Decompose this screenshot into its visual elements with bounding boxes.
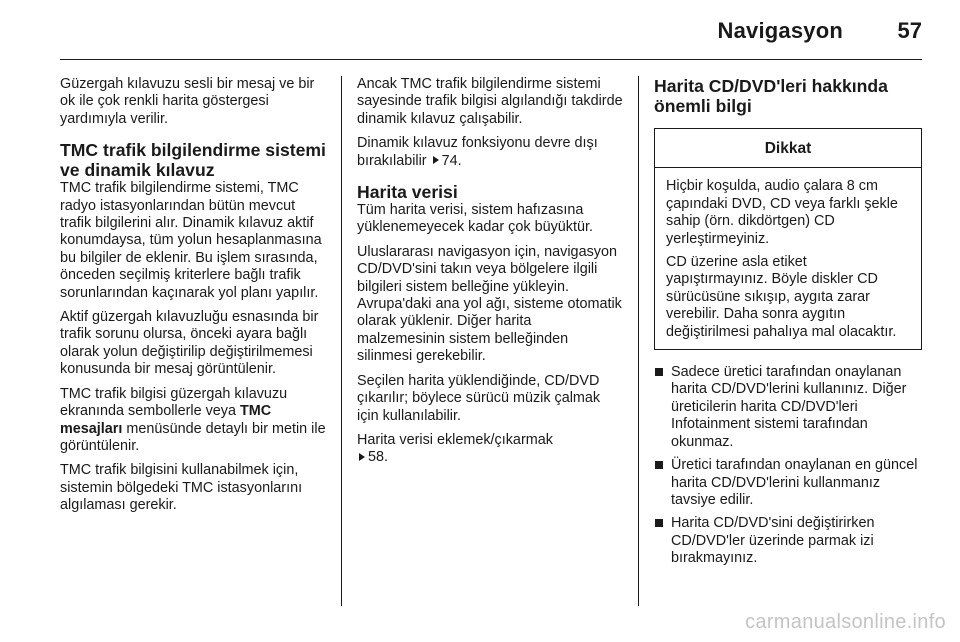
square-bullet-icon xyxy=(655,368,663,376)
square-bullet-icon xyxy=(655,519,663,527)
page-reference-arrow-icon xyxy=(433,156,439,164)
caution-paragraph-1: Hiçbir koşulda, audio çalara 8 cm çapındaki DVD, CD veya farklı şekle sahip (örn. dikdörtgen) CD yerleştirmeyiniz. xyxy=(666,178,898,247)
column-1 xyxy=(60,76,326,522)
map-data-paragraph-1: Tüm harita verisi, sistem hafızasına yüklenemeyecek kadar çok büyüktür. xyxy=(357,202,593,236)
intro-paragraph: Güzergah kılavuzu sesli bir mesaj ve bir ok ile çok renkli harita göstergesi yardımıyla verilir. xyxy=(60,76,315,127)
caution-paragraph-2: CD üzerine asla etiket yapıştırmayınız. Böyle diskler CD sürücüsüne sıkışıp, aygıta zarar verebilir. Daha sonra aygıtın değiştirilmesi pahalıya mal olacaktır. xyxy=(666,254,897,340)
column-divider-2 xyxy=(638,76,639,606)
square-bullet-icon xyxy=(655,461,663,469)
map-data-paragraph-2: Uluslararası navigasyon için, navigasyon CD/DVD'sini takın veya bölgelere ilgili bilgileri sistem belleğine yükleyin. Avrupa'daki ana yol ağı, sisteme otomatik olarak yüklenir. Diğer harita malzemesinin sistem belleğinden silinmesi gerekebilir. xyxy=(357,243,622,365)
column-divider-1 xyxy=(341,76,342,606)
list-item-text: Harita CD/DVD'sini değiştirirken CD/DVD'ler üzerinde parmak izi bırakmayınız. xyxy=(671,515,875,567)
disc-tips-list xyxy=(654,364,922,567)
page-reference-arrow-icon xyxy=(359,453,365,461)
caution-box xyxy=(654,128,922,350)
column-3 xyxy=(654,76,922,574)
list-item xyxy=(654,515,922,567)
list-item-text: Üretici tarafından onaylanan en güncel harita CD/DVD'lerini kullanmanız tavsiye edilir. xyxy=(671,457,918,508)
list-item xyxy=(654,457,922,509)
tmc-paragraph-3-text-a: TMC trafik bilgisi güzergah kılavuzu ekranında sembollerle veya xyxy=(60,385,288,420)
tmc-paragraph-4: TMC trafik bilgisini kullanabilmek için, sistemin bölgedeki TMC istasyonlarını algılaması gerekir. xyxy=(60,462,303,514)
tmc-paragraph-1: TMC trafik bilgilendirme sistemi, TMC radyo istasyonlarından bütün mevcut trafik bilgilerini alır. Dinamik kılavuz aktif konumdaysa, tüm yolun hesaplanmasına bu bilgiler de eklenir. Bu işlem sırasında, önceden seçilmiş kriterlere bağlı trafik sorunlarından kaçınarak yol planı yapılır. xyxy=(60,180,322,301)
page-number: 57 xyxy=(897,18,922,43)
add-remove-text: Harita verisi eklemek/çıkarmak xyxy=(357,431,553,448)
page-reference-74[interactable]: 74. xyxy=(441,152,462,169)
map-data-heading: Harita verisi xyxy=(357,182,458,203)
tmc-paragraph-3-text-b: menüsünde detaylı bir metin ile görüntülenir. xyxy=(60,420,326,454)
tmc-paragraph-3 xyxy=(60,386,326,456)
page-reference-58[interactable]: 58. xyxy=(368,449,389,466)
map-disc-heading: Harita CD/DVD'leri hakkında önemli bilgi xyxy=(654,76,888,116)
tmc-heading: TMC trafik bilgilendirme sistemi ve dinamik kılavuz xyxy=(60,140,326,181)
caution-title: Dikkat xyxy=(655,129,921,168)
list-item-text: Sadece üretici tarafından onaylanan harita CD/DVD'lerini kullanınız. Diğer üreticilerin harita CD/DVD'leri Infotainment sistemi tarafından okunmaz. xyxy=(671,364,907,450)
column-2 xyxy=(357,76,623,474)
section-title: Navigasyon xyxy=(717,18,843,43)
tmc-paragraph-2: Aktif güzergah kılavuzluğu esnasında bir trafik sorunu olursa, önceki ayara bağlı olarak yolun değiştirilip değiştirilmemesi konusunda bir mesaj görüntülenir. xyxy=(60,309,319,378)
map-data-paragraph-3: Seçilen harita yüklendiğinde, CD/DVD çıkarılır; böylece sürücü müzik çalmak için kullanılabilir. xyxy=(357,372,601,424)
page-header xyxy=(0,0,960,58)
header-divider xyxy=(60,59,922,60)
watermark-brand: carmanualsonline.info xyxy=(745,611,946,633)
dynamic-guidance-deactivate xyxy=(357,135,623,170)
tmc-messages-menu-label: TMC mesajları xyxy=(60,403,272,437)
caution-body xyxy=(655,168,921,349)
deactivate-text: Dinamik kılavuz fonksiyonu devre dışı bırakılabilir xyxy=(357,135,598,169)
dynamic-guidance-paragraph: Ancak TMC trafik bilgilendirme sistemi sayesinde trafik bilgisi algılandığı takdirde dinamik kılavuz çalışabilir. xyxy=(357,76,623,127)
list-item xyxy=(654,364,922,451)
map-data-paragraph-4 xyxy=(357,432,623,467)
